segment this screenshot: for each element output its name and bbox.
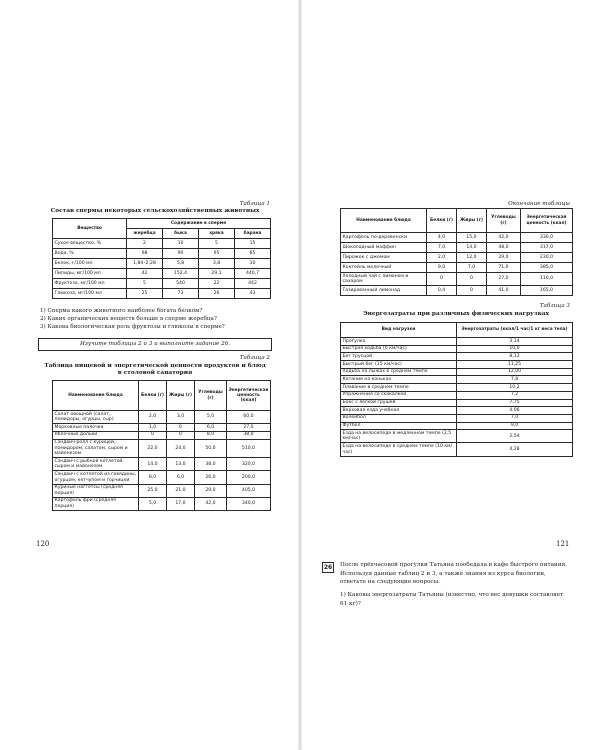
table2-cont-row: [341, 263, 573, 273]
page-number-right: 121: [556, 540, 570, 548]
table3-energy: 7,0: [457, 414, 573, 422]
table1-title: Состав спермы некоторых сельскохозяйственных животных: [50, 208, 260, 214]
table3-row: [341, 338, 573, 346]
table2-header: Энергетическая ценность (ккал): [227, 381, 271, 411]
table2-row: [53, 411, 271, 424]
question-2: 2) Каких органических веществ больше в сперме жеребца?: [40, 316, 217, 323]
table2-cont-cell: 71,0: [487, 263, 521, 273]
table1-cell: 15: [235, 239, 271, 249]
table2-cell: 5,0: [139, 497, 167, 510]
table1-row: [53, 259, 271, 269]
table3-activity: Бег трусцой: [341, 353, 457, 361]
table1-cell: 85: [235, 249, 271, 259]
table1-row-name: Глюкоза, мг/100 мл: [53, 289, 127, 299]
task-number: 26: [323, 564, 333, 571]
table3-activity: Езда на велосипеде в медленном темпе (2,5 км/час): [341, 430, 457, 443]
table2-cell: 405,0: [227, 484, 271, 497]
question-1: 1) Сперма какого животного наиболее богата белком?: [40, 308, 203, 314]
table1-cell: 42: [127, 269, 163, 279]
table2-cell: 26,0: [195, 471, 227, 484]
table2-row-name: Яблочные дольки: [53, 431, 139, 439]
table2-cell: 5,0: [195, 411, 227, 424]
table2-cell: 22,0: [139, 439, 167, 458]
table1-row-name: Вода, %: [53, 249, 127, 259]
table2-cell: 21,0: [167, 484, 195, 497]
table3-activity: Волейбол: [341, 414, 457, 422]
table1-header-substance: Вещество: [53, 219, 127, 239]
table1-animal-header: жеребца: [127, 229, 163, 239]
table2-row: [53, 471, 271, 484]
table3-activity: Прогулка: [341, 338, 457, 346]
table2-cell: 24,0: [167, 439, 195, 458]
table3-row: [341, 368, 573, 376]
table2-cell: 50,0: [195, 439, 227, 458]
table2-cell: 510,0: [227, 439, 271, 458]
table2-cell: 320,0: [227, 458, 271, 471]
table2-row-name: Сэндвич с котлетой из говядины, огурцом, кетчупом и горчицей: [53, 471, 139, 484]
table1-cell: 152,4: [163, 269, 199, 279]
table1-cell: 5: [127, 279, 163, 289]
table2-cont-cell: 48,0: [487, 243, 521, 253]
table3-energy: 8,13: [457, 353, 573, 361]
table1-animal-header: хряка: [199, 229, 235, 239]
table2-cont-cell: 42,0: [487, 233, 521, 243]
table3-title: Энергозатраты при различных физических нагрузках: [363, 311, 549, 317]
table2-cont-row-name: Картофель по-деревенски: [341, 233, 427, 243]
table3-activity: Быстрый бег (15 км/час): [341, 361, 457, 369]
task-text: После трёхчасовой прогулки Татьяна пообедала в кафе быстрого питания. Используя данные таблиц 2 и 3, а также знания из курса биологии, ответьте на следующие вопросы.: [340, 562, 568, 586]
question-3: 3) Какова биологическая роль фруктозы и глюкозы в сперме?: [40, 324, 225, 331]
table1-row-name: Фруктоза, мг/100 мл: [53, 279, 127, 289]
table2-row-name: Куриные наггетсы (средняя порция): [53, 484, 139, 497]
table1: [52, 218, 271, 299]
questions-block: [40, 307, 275, 331]
table2-cell: 340,0: [227, 497, 271, 510]
table2-cell: 200,0: [227, 471, 271, 484]
table1-cell: 43: [235, 289, 271, 299]
table3-row: [341, 376, 573, 384]
table2-cont-row: [341, 233, 573, 243]
table2-continuation: [340, 208, 573, 296]
table2-title: [40, 363, 270, 377]
table1-header-group: Содержание в сперме: [127, 219, 271, 229]
table1-row: [53, 269, 271, 279]
table2-cont-cell: 7,0: [427, 243, 457, 253]
table2-cell: 0: [167, 431, 195, 439]
table2-cont-row: [341, 286, 573, 296]
table2-cont-cell: 110,0: [521, 273, 573, 286]
table2-cont-row: [341, 253, 573, 263]
table2-cont-cell: 7,0: [457, 263, 487, 273]
table2-cont-cell: 0: [427, 273, 457, 286]
table2-cell: 17,0: [167, 497, 195, 510]
table2-cont-row-name: Шоколадный маффин: [341, 243, 427, 253]
table1-row-name: Липиды, мг/100 мл: [53, 269, 127, 279]
table1-row: [53, 289, 271, 299]
table2-cont-row: [341, 243, 573, 253]
table2-row: [53, 431, 271, 439]
table1-caption: Таблица 1: [239, 201, 270, 207]
table3-energy: 7,75: [457, 399, 573, 407]
table2-cont-header: Углеводы (г): [487, 209, 521, 233]
table1-row-name: Белок, г/100 мл: [53, 259, 127, 269]
table1-cell: 26: [199, 289, 235, 299]
table2-cont-header: Белки (г): [427, 209, 457, 233]
table2-cell: 38,0: [227, 431, 271, 439]
table3-energy: 7,2: [457, 391, 573, 399]
table3-energy: 10,2: [457, 384, 573, 392]
table3-caption: Таблица 3: [539, 303, 570, 309]
table2-row: [53, 497, 271, 510]
table2-cont-row-name: Холодный чай с лимоном и сахаром: [341, 273, 427, 286]
table2-cont-cell: 230,0: [521, 253, 573, 263]
table2-row-name: Картофель фри (средняя порция): [53, 497, 139, 510]
table1-cell: 98: [127, 249, 163, 259]
table2-cell: 2,0: [139, 411, 167, 424]
table2-cell: 0: [139, 431, 167, 439]
table2-header: Белки (г): [139, 381, 167, 411]
table2-row: [53, 424, 271, 432]
table2-cont-row: [341, 273, 573, 286]
table2-row: [53, 439, 271, 458]
table1-cell: 95: [199, 249, 235, 259]
table1-cell: 2: [127, 239, 163, 249]
table2-header: Жиры (г): [167, 381, 195, 411]
table2-row-name: Сэндвич с рыбной котлетой, сыром и майонезом: [53, 458, 139, 471]
table3-header: Энергозатраты (ккал/1 час/1 кг веса тела): [457, 323, 573, 338]
table2-cell: 38,0: [195, 458, 227, 471]
table3-row: [341, 384, 573, 392]
table3-row: [341, 353, 573, 361]
table2-cell: 14,0: [139, 458, 167, 471]
table2-cell: 6,0: [167, 471, 195, 484]
table3-activity: Бокс с лёгкой грушей: [341, 399, 457, 407]
table2-cont-cell: 12,0: [457, 253, 487, 263]
table2-row-name: Сэндвич-ролл с курицей, помидором, салатом, сыром и майонезом: [53, 439, 139, 458]
table2-cont-row-name: Пирожок с джемом: [341, 253, 427, 263]
table3-energy: 3,14: [457, 338, 573, 346]
table2-caption: Таблица 2: [239, 355, 270, 361]
table2-header: Углеводы (г): [195, 381, 227, 411]
table1-row: [53, 249, 271, 259]
table2-cont-cell: 330,0: [521, 233, 573, 243]
table3-activity: Ходьба на лыжах в среднем темпе: [341, 368, 457, 376]
table1-cell: 540: [163, 279, 199, 289]
table3-activity: Катание на коньках: [341, 376, 457, 384]
table2-cont-cell: 27,0: [487, 273, 521, 286]
table1-animal-header: барана: [235, 229, 271, 239]
table1-cell: 10: [235, 259, 271, 269]
table1-cell: 3,8: [199, 259, 235, 269]
table3-energy: 4,06: [457, 407, 573, 415]
table2-cont-cell: 2,0: [427, 253, 457, 263]
table2-cont-cell: 9,0: [427, 263, 457, 273]
table1-cell: 440,7: [235, 269, 271, 279]
table1-cell: 22: [199, 279, 235, 289]
table3-activity: Плавание в среднем темпе: [341, 384, 457, 392]
table1-cell: 442: [235, 279, 271, 289]
table1-animal-header: быка: [163, 229, 199, 239]
table2-row-name: Салат овощной (салат, помидоры, огурцы, сыр): [53, 411, 139, 424]
table2-cont-cell: 4,0: [427, 233, 457, 243]
table2-cell: 0: [167, 424, 195, 432]
instruction-box: Изучите таблицы 2 и 3 и выполните задание 26.: [38, 338, 272, 351]
table3-activity: Упражнения со скакалкой: [341, 391, 457, 399]
table3-activity: Футбол: [341, 422, 457, 430]
table2-cell: 25,0: [139, 484, 167, 497]
table3-header: Вид нагрузки: [341, 323, 457, 338]
table3-energy: 4,28: [457, 443, 573, 456]
table3-row: [341, 430, 573, 443]
table2-cont-row-name: Газированный лимонад: [341, 286, 427, 296]
table2-cont-cell: 0: [457, 286, 487, 296]
table2-cell: 8,0: [139, 471, 167, 484]
task-subquestion-1: 1) Каковы энергозатраты Татьяны (известно, что вес девушки составляет 61 кг)?: [340, 592, 564, 607]
table2-cont-header: Жиры (г): [457, 209, 487, 233]
table2-cont-cell: 41,0: [487, 286, 521, 296]
table1-cell: 5: [199, 239, 235, 249]
table3-energy: 7,8: [457, 376, 573, 384]
table2-cont-cell: 165,0: [521, 286, 573, 296]
table2: [52, 380, 271, 511]
table3-energy: 10,0: [457, 345, 573, 353]
table1-cell: 10: [163, 239, 199, 249]
table2-cont-header: Энергетическая ценность (ккал): [521, 209, 573, 233]
table2-cont-header: Наименование блюда: [341, 209, 427, 233]
table2-cont-cell: 0,4: [427, 286, 457, 296]
table1-cell: 73: [163, 289, 199, 299]
book-spine: [298, 0, 302, 750]
table2-cont-row-name: Коктейль молочный: [341, 263, 427, 273]
table3-activity: Верховая езда учебная: [341, 407, 457, 415]
table1-cell: 25: [127, 289, 163, 299]
table2-cell: 3,0: [167, 411, 195, 424]
table2-cell: 42,0: [195, 497, 227, 510]
table3-row: [341, 422, 573, 430]
table2-cont-cell: 14,0: [457, 243, 487, 253]
table2-cont-cell: 29,0: [487, 253, 521, 263]
table3-row: [341, 391, 573, 399]
table2-row: [53, 484, 271, 497]
table1-cell: 5,8: [163, 259, 199, 269]
table3-energy: 9,0: [457, 422, 573, 430]
table2-cell: 6,0: [195, 424, 227, 432]
table2-title-line1: Таблица пищевой и энергетической ценности продуктов и блюд: [44, 363, 266, 369]
table3-row: [341, 345, 573, 353]
table3-row: [341, 414, 573, 422]
table3: [340, 322, 573, 457]
table2-cell: 60,0: [227, 411, 271, 424]
table1-cell: 29,1: [199, 269, 235, 279]
table2-cell: 13,0: [167, 458, 195, 471]
table2-cont-cell: 385,0: [521, 263, 573, 273]
table3-row: [341, 399, 573, 407]
table1-cell: 90: [163, 249, 199, 259]
table3-activity: Быстрая ходьба (6 км/час): [341, 345, 457, 353]
table2-row-name: Морковные палочки: [53, 424, 139, 432]
page-number-left: 120: [36, 540, 50, 548]
table2-title-line2: в столовой санатория: [117, 370, 193, 377]
table2-cell: 1,0: [139, 424, 167, 432]
table1-row: [53, 239, 271, 249]
table2-cell: 29,0: [195, 484, 227, 497]
table3-row: [341, 361, 573, 369]
table2-cont-cell: 0: [457, 273, 487, 286]
table2-cont-cell: 317,0: [521, 243, 573, 253]
table1-cell: 1,84–2,28: [127, 259, 163, 269]
table1-row-name: Сухое вещество, %: [53, 239, 127, 249]
table2-row: [53, 458, 271, 471]
table2-cont-cell: 15,0: [457, 233, 487, 243]
table3-energy: 12,00: [457, 368, 573, 376]
table3-row: [341, 407, 573, 415]
continuation-caption: Окончание таблицы: [508, 201, 570, 207]
table2-header: Наименование блюда: [53, 381, 139, 411]
table3-activity: Езда на велосипеде в среднем темпе (10 км/час): [341, 443, 457, 456]
table2-cell: 8,0: [195, 431, 227, 439]
table1-row: [53, 279, 271, 289]
table2-cell: 27,0: [227, 424, 271, 432]
table3-energy: 2,54: [457, 430, 573, 443]
table3-energy: 11,25: [457, 361, 573, 369]
table3-row: [341, 443, 573, 456]
